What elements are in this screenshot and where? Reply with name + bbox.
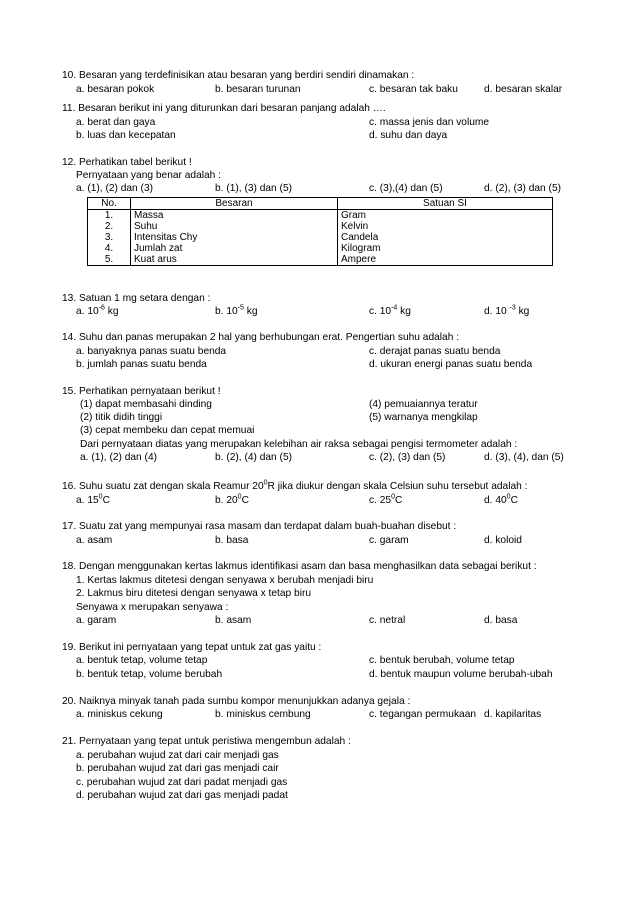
table-header-no: No. [88, 198, 131, 210]
q16-stem-degree: 0 [263, 479, 268, 487]
table-cell: 2. [88, 221, 131, 232]
q11-option-c[interactable]: c. massa jenis dan volume [369, 117, 490, 128]
q13-a-unit: kg [104, 306, 119, 317]
q21-stem: 21. Pernyataan yang tepat untuk peristiwa mengembun adalah : [62, 736, 351, 747]
table-cell: 3. [88, 232, 131, 243]
q16-b-value: b. 20 [215, 495, 238, 506]
q15-statement-4: (4) pemuaiannya teratur [369, 399, 478, 410]
table-cell: Ampere [338, 254, 553, 266]
q13-option-b[interactable] [215, 306, 258, 318]
q16-d-unit: C [510, 495, 518, 506]
q21-option-a[interactable]: a. perubahan wujud zat dari cair menjadi gas [76, 750, 279, 761]
q14-option-c[interactable]: c. derajat panas suatu benda [369, 346, 501, 357]
q20-option-d[interactable]: d. kapilaritas [484, 709, 542, 720]
q18-option-c[interactable]: c. netral [369, 615, 406, 626]
q13-b-unit: kg [243, 306, 258, 317]
table-row [88, 221, 553, 232]
q18-data-1: 1. Kertas lakmus ditetesi dengan senyawa x berubah menjadi biru [76, 575, 374, 586]
table-header-besaran: Besaran [131, 198, 338, 210]
q14-option-b[interactable]: b. jumlah panas suatu benda [76, 359, 207, 370]
q18-question: Senyawa x merupakan senyawa : [76, 602, 229, 613]
q19-option-b[interactable]: b. bentuk tetap, volume berubah [76, 669, 223, 680]
table-cell: 4. [88, 243, 131, 254]
q18-option-a[interactable]: a. garam [76, 615, 117, 626]
q17-option-b[interactable]: b. basa [215, 535, 249, 546]
table-row [88, 243, 553, 254]
q16-d-value: d. 40 [484, 495, 507, 506]
q15-option-b[interactable]: b. (2), (4) dan (5) [215, 452, 292, 463]
table-cell: Jumlah zat [131, 243, 338, 254]
q21-option-b[interactable]: b. perubahan wujud zat dari gas menjadi cair [76, 763, 279, 774]
q16-b-unit: C [241, 495, 249, 506]
q17-stem: 17. Suatu zat yang mempunyai rasa masam dan terdapat dalam buah-buahan disebut : [62, 521, 457, 532]
table-cell: Suhu [131, 221, 338, 232]
q15-option-d[interactable]: d. (3), (4), dan (5) [484, 452, 564, 463]
q19-option-a[interactable]: a. bentuk tetap, volume tetap [76, 655, 208, 666]
q16-stem-pre: 16. Suhu suatu zat dengan skala Reamur 20 [62, 481, 264, 492]
q13-d-exp: -3 [509, 304, 516, 312]
table-cell: Intensitas Chy [131, 232, 338, 243]
q14-stem: 14. Suhu dan panas merupakan 2 hal yang berhubungan erat. Pengertian suhu adalah : [62, 332, 460, 343]
q16-a-value: a. 15 [76, 495, 99, 506]
q15-statement-1: (1) dapat membasahi dinding [80, 399, 212, 410]
q10-option-d[interactable]: d. besaran skalar [484, 84, 563, 95]
q16-d-degree: 0 [506, 493, 511, 501]
q16-a-unit: C [102, 495, 110, 506]
q16-c-value: c. 25 [369, 495, 392, 506]
table-header-row [88, 198, 553, 210]
q19-option-d[interactable]: d. bentuk maupun volume berubah-ubah [369, 669, 553, 680]
q16-option-b[interactable] [215, 495, 249, 507]
table-cell: 1. [88, 210, 131, 222]
q13-b-exp: -5 [237, 304, 244, 312]
q12-substem: Pernyataan yang benar adalah : [76, 170, 221, 181]
q15-question: Dari pernyataan diatas yang merupakan kelebihan air raksa sebagai pengisi termometer adalah : [80, 439, 518, 450]
table-cell: Kilogram [338, 243, 553, 254]
q15-option-a[interactable]: a. (1), (2) dan (4) [80, 452, 157, 463]
q11-option-a[interactable]: a. berat dan gaya [76, 117, 156, 128]
q16-option-a[interactable] [76, 495, 110, 507]
q13-b-base: b. 10 [215, 306, 238, 317]
q12-table [87, 197, 553, 266]
table-row [88, 254, 553, 266]
table-cell: Kuat arus [131, 254, 338, 266]
q16-a-degree: 0 [98, 493, 103, 501]
q13-c-base: c. 10 [369, 306, 392, 317]
q13-a-base: a. 10 [76, 306, 99, 317]
q12-option-c[interactable]: c. (3),(4) dan (5) [369, 183, 443, 194]
q12-option-a[interactable]: a. (1), (2) dan (3) [76, 183, 153, 194]
q10-option-b[interactable]: b. besaran turunan [215, 84, 301, 95]
table-cell: 5. [88, 254, 131, 266]
q10-option-c[interactable]: c. besaran tak baku [369, 84, 458, 95]
q18-option-b[interactable]: b. asam [215, 615, 252, 626]
q13-stem: 13. Satuan 1 mg setara dengan : [62, 293, 211, 304]
q13-option-a[interactable] [76, 306, 119, 318]
q16-stem-post: R jika diukur dengan skala Celsiun suhu tersebut adalah : [267, 481, 528, 492]
q13-c-exp: -4 [391, 304, 398, 312]
q13-a-exp: -6 [98, 304, 105, 312]
table-header-satuan: Satuan SI [338, 198, 553, 210]
q12-option-d[interactable]: d. (2), (3) dan (5) [484, 183, 561, 194]
q19-option-c[interactable]: c. bentuk berubah, volume tetap [369, 655, 515, 666]
q15-statement-3: (3) cepat membeku dan cepat memuai [80, 425, 255, 436]
q12-option-b[interactable]: b. (1), (3) dan (5) [215, 183, 292, 194]
q18-stem: 18. Dengan menggunakan kertas lakmus identifikasi asam dan basa menghasilkan data sebagai berikut : [62, 561, 537, 572]
q13-d-unit: kg [515, 306, 530, 317]
q11-option-d[interactable]: d. suhu dan daya [369, 130, 448, 141]
q13-option-d[interactable] [484, 306, 529, 318]
q16-c-unit: C [395, 495, 403, 506]
q13-option-c[interactable] [369, 306, 411, 318]
q15-stem: 15. Perhatikan pernyataan berikut ! [62, 386, 221, 397]
table-cell: Massa [131, 210, 338, 222]
q14-option-a[interactable]: a. banyaknya panas suatu benda [76, 346, 227, 357]
table-row [88, 232, 553, 243]
q12-stem: 12. Perhatikan tabel berikut ! [62, 157, 192, 168]
q15-statement-5: (5) warnanya mengkilap [369, 412, 478, 423]
q15-statement-2: (2) titik didih tinggi [80, 412, 163, 423]
q17-option-d[interactable]: d. koloid [484, 535, 522, 546]
q13-c-unit: kg [397, 306, 411, 317]
q20-stem: 20. Naiknya minyak tanah pada sumbu kompor menunjukkan adanya gejala : [62, 696, 411, 707]
q11-option-b[interactable]: b. luas dan kecepatan [76, 130, 176, 141]
q17-option-a[interactable]: a. asam [76, 535, 113, 546]
table-row [88, 210, 553, 222]
q13-d-base: d. 10 [484, 306, 510, 317]
q18-data-2: 2. Lakmus biru ditetesi dengan senyawa x tetap biru [76, 588, 312, 599]
q16-option-d[interactable] [484, 495, 518, 507]
q16-option-c[interactable] [369, 495, 402, 507]
q21-option-c[interactable]: c. perubahan wujud zat dari padat menjadi gas [76, 777, 288, 788]
table-cell: Kelvin [338, 221, 553, 232]
q16-c-degree: 0 [391, 493, 395, 501]
q20-option-a[interactable]: a. miniskus cekung [76, 709, 163, 720]
q17-option-c[interactable]: c. garam [369, 535, 409, 546]
table-cell: Candela [338, 232, 553, 243]
q21-option-d[interactable]: d. perubahan wujud zat dari gas menjadi padat [76, 790, 288, 801]
q16-b-degree: 0 [237, 493, 242, 501]
q11-stem: 11. Besaran berikut ini yang diturunkan dari besaran panjang adalah …. [62, 103, 386, 114]
q16-stem [62, 481, 527, 493]
table-cell: Gram [338, 210, 553, 222]
q10-stem: 10. Besaran yang terdefinisikan atau besaran yang berdiri sendiri dinamakan : [62, 70, 415, 81]
q19-stem: 19. Berikut ini pernyataan yang tepat untuk zat gas yaitu : [62, 642, 322, 653]
q10-option-a[interactable]: a. besaran pokok [76, 84, 155, 95]
q20-option-c[interactable]: c. tegangan permukaan [369, 709, 477, 720]
q20-option-b[interactable]: b. miniskus cembung [215, 709, 311, 720]
q14-option-d[interactable]: d. ukuran energi panas suatu benda [369, 359, 533, 370]
q18-option-d[interactable]: d. basa [484, 615, 518, 626]
q15-option-c[interactable]: c. (2), (3) dan (5) [369, 452, 446, 463]
